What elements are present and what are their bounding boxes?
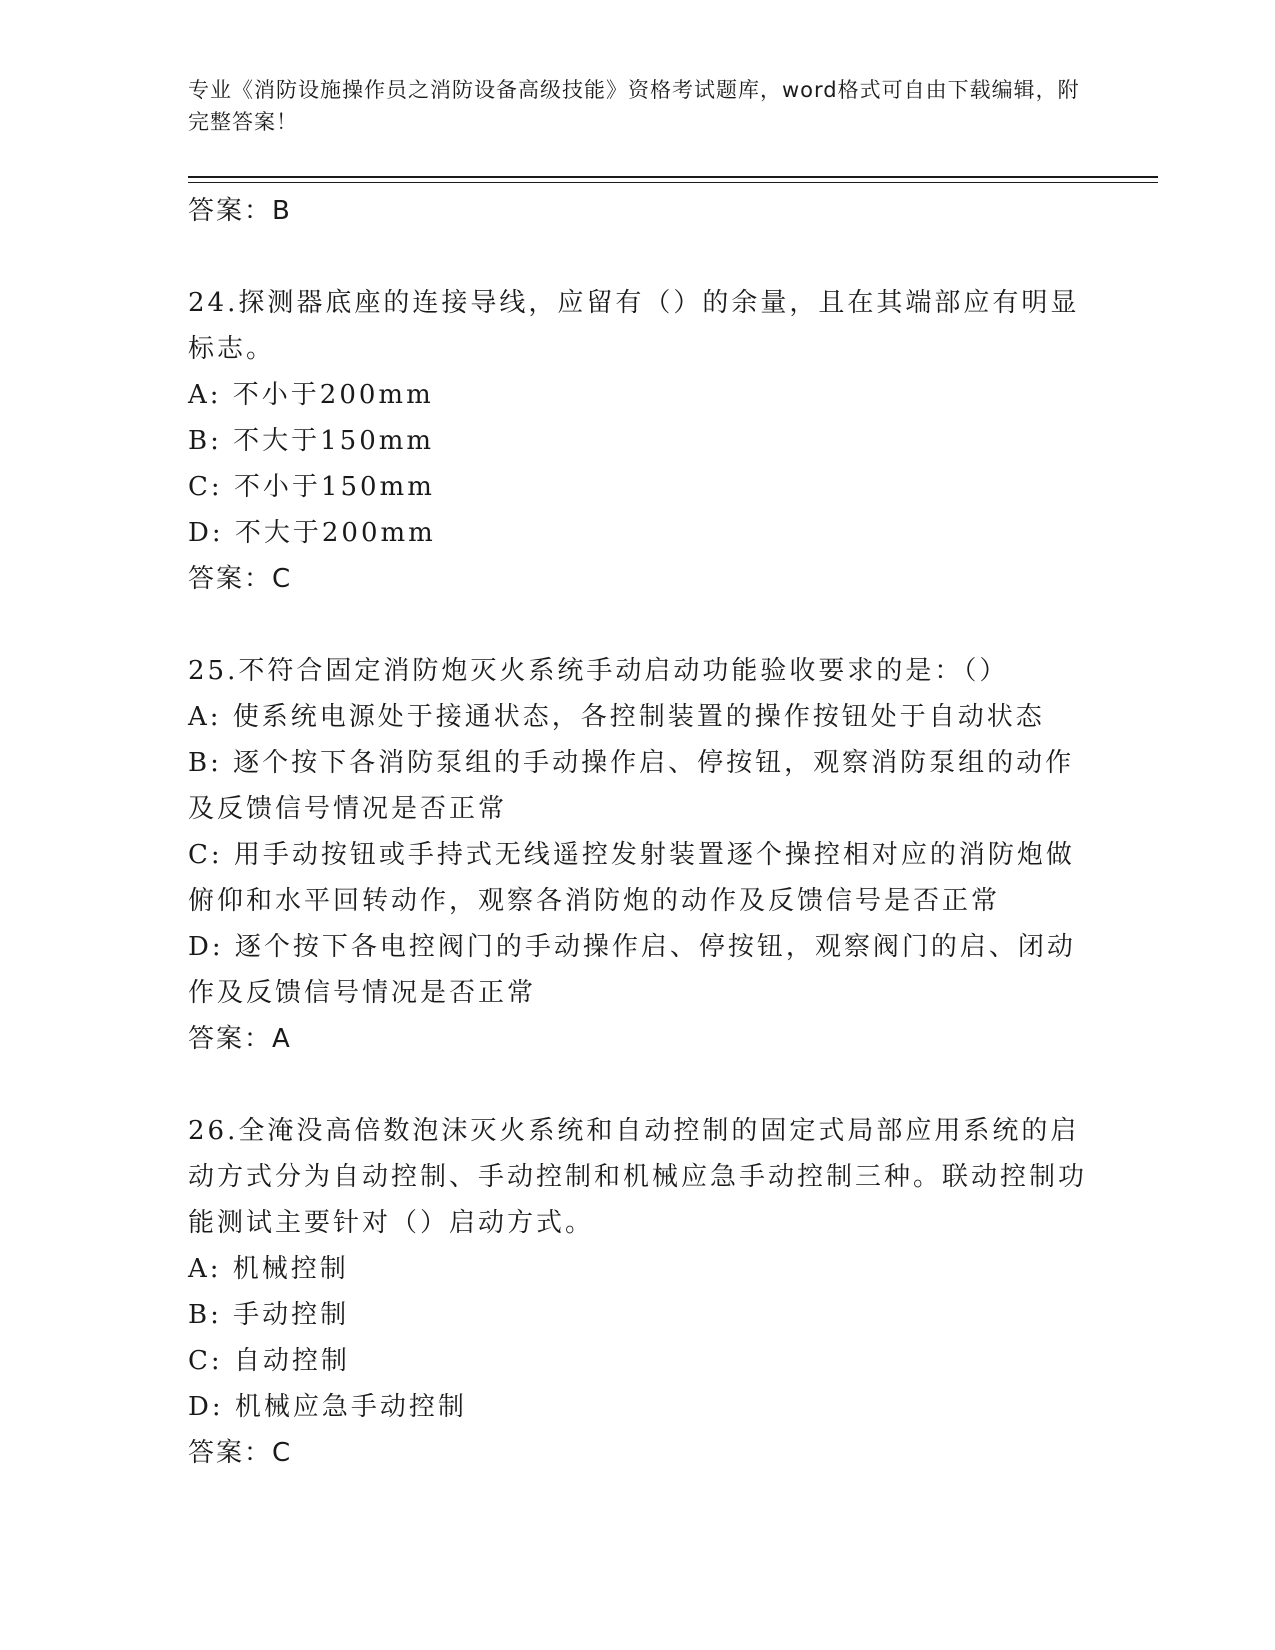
header-divider-thin [188,182,1158,183]
option-a: A: 使系统电源处于接通状态，各控制装置的操作按钮处于自动状态 [188,702,1045,732]
option-b: B: 逐个按下各消防泵组的手动操作启、停按钮，观察消防泵组的动作及反馈信号情况是否正常 [188,748,1075,824]
option-c: C: 不小于150mm [188,472,435,502]
option-d: D: 不大于200mm [188,518,436,548]
header-text: 专业《消防设施操作员之消防设备高级技能》资格考试题库，word格式可自由下载编辑，附完整答案！ [188,78,1080,134]
option-a: A: 不小于200mm [188,380,434,410]
option-b: B: 不大于150mm [188,426,435,456]
answer-line: 答案：C [188,1438,293,1468]
answer-line: 答案：C [188,564,293,594]
option-d: D: 逐个按下各电控阀门的手动操作启、停按钮，观察阀门的启、闭动作及反馈信号情况是否正常 [188,932,1076,1008]
question-24 [188,280,1088,602]
option-b: B: 手动控制 [188,1300,350,1330]
question-list [188,188,1088,1476]
question-stem: 24.探测器底座的连接导线，应留有（）的余量，且在其端部应有明显标志。 [188,288,1080,364]
answer-line: 答案：B [188,196,292,226]
option-d: D: 机械应急手动控制 [188,1392,467,1422]
question-stem: 25.不符合固定消防炮灭火系统手动启动功能验收要求的是：（） [188,656,1009,686]
question-26 [188,1108,1088,1476]
header-divider-thick [188,176,1158,178]
answer-line: 答案：A [188,1024,292,1054]
option-a: A: 机械控制 [188,1254,349,1284]
question-stem: 26.全淹没高倍数泡沫灭火系统和自动控制的固定式局部应用系统的启动方式分为自动控制、手动控制和机械应急手动控制三种。联动控制功能测试主要针对（）启动方式。 [188,1116,1088,1238]
question-25 [188,648,1088,1062]
document-header [188,74,1088,138]
option-c: C: 用手动按钮或手持式无线遥控发射装置逐个操控相对应的消防炮做俯仰和水平回转动作，观察各消防炮的动作及反馈信号是否正常 [188,840,1075,916]
option-c: C: 自动控制 [188,1346,350,1376]
